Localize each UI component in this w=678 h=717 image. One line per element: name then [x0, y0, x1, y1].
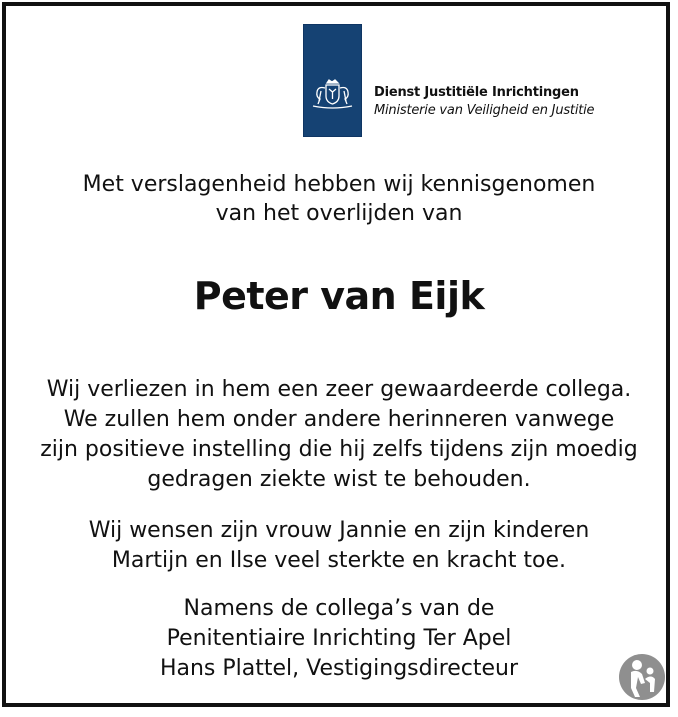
mourning-figure-icon — [617, 652, 667, 702]
dutch-coat-of-arms-icon — [309, 79, 356, 111]
tribute-paragraph — [0, 375, 678, 495]
condolence-paragraph — [0, 516, 678, 576]
condolence-line: Wij wensen zijn vrouw Jannie en zijn kinderen — [88, 518, 590, 543]
condolence-line: Martijn en Ilse veel sterkte en kracht toe. — [111, 548, 567, 573]
signature-line: Hans Plattel, Vestigingsdirecteur — [159, 656, 519, 681]
organization-name — [374, 84, 594, 120]
intro-text — [0, 170, 678, 228]
tribute-line: gedragen ziekte wist te behouden. — [147, 467, 531, 492]
tribute-line: We zullen hem onder andere herinneren vanwege — [63, 407, 615, 432]
organization-line1: Dienst Justitiële Inrichtingen — [374, 85, 579, 100]
signature-line: Penitentiaire Inrichting Ter Apel — [166, 626, 512, 651]
intro-line: Met verslagenheid hebben wij kennisgenomen — [82, 172, 596, 197]
signature-line: Namens de collega’s van de — [183, 596, 495, 621]
signature-block — [0, 594, 678, 684]
ministry-line: Ministerie van Veiligheid en Justitie — [374, 103, 595, 118]
tribute-line: Wij verliezen in hem een zeer gewaardeerde collega. — [46, 377, 632, 402]
intro-line: van het overlijden van — [215, 201, 463, 226]
government-logo-bar — [303, 24, 362, 137]
tribute-line: zijn positieve instelling die hij zelfs tijdens zijn moedig — [40, 437, 638, 462]
deceased-name: Peter van Eijk — [193, 274, 485, 318]
